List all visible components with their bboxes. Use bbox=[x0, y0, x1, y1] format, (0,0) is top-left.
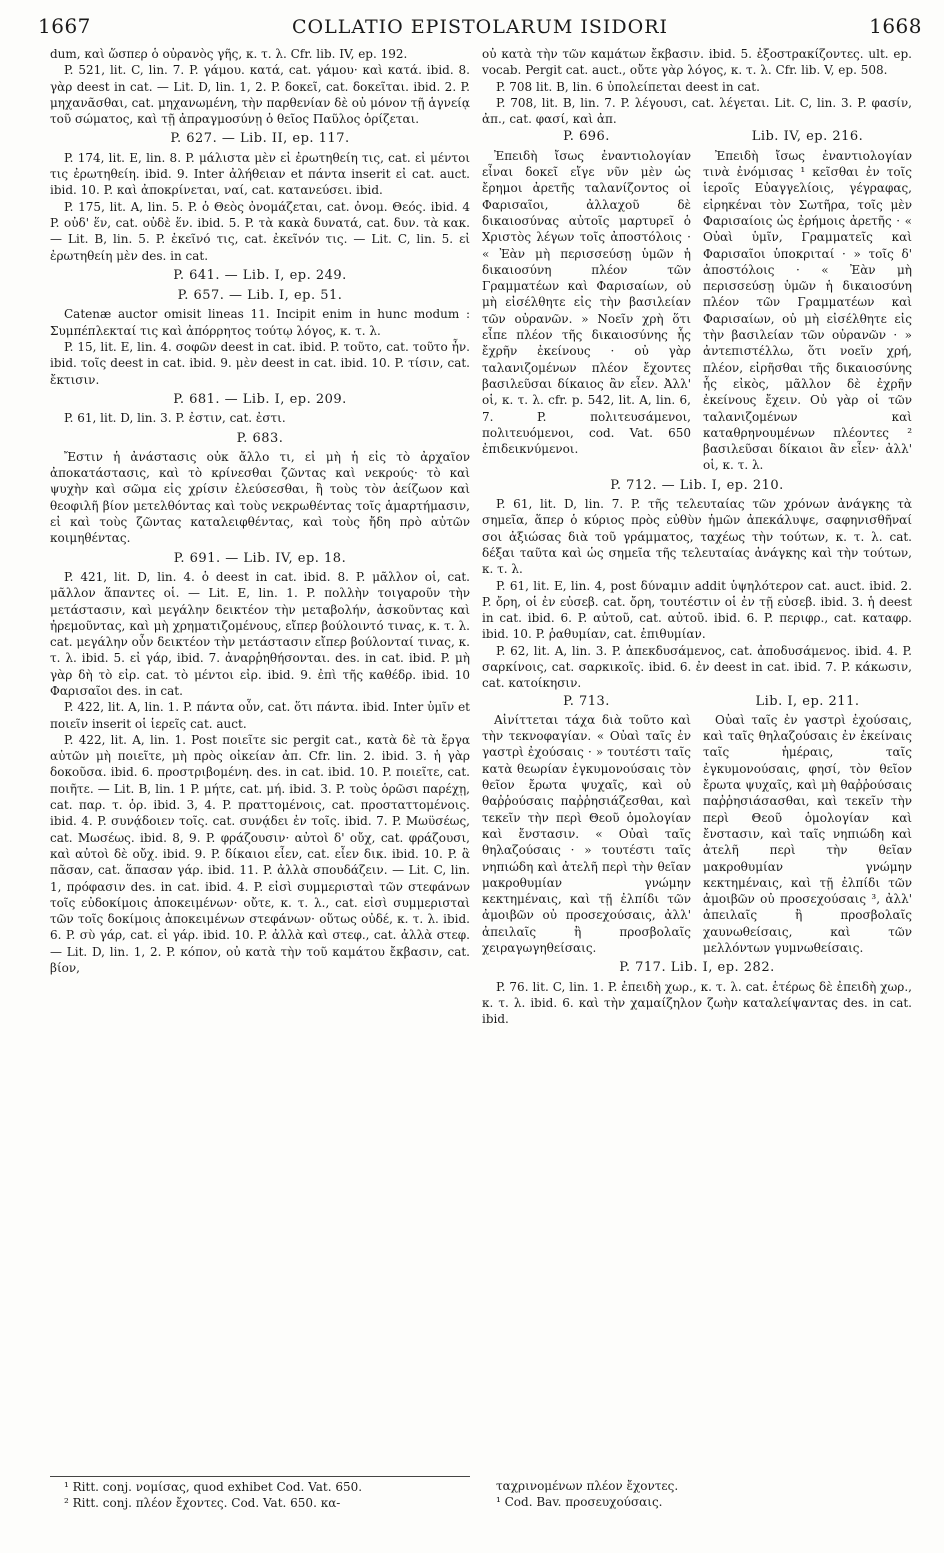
section-heading: Lib. I, ep. 211. bbox=[755, 693, 860, 709]
section-heading: P. 712. — Lib. I, ep. 210. bbox=[610, 477, 784, 493]
paragraph: P. 61, lit. D, lin. 3. P. ἐστιν, cat. ἐστι. bbox=[64, 411, 286, 426]
section-heading: P. 681. — Lib. I, ep. 209. bbox=[173, 391, 347, 407]
section-heading: P. 627. — Lib. II, ep. 117. bbox=[170, 131, 350, 147]
paragraph: P. 708, lit. B, lin. 7. P. λέγουσι, cat. λέγεται. Lit. C, lin. 3. P. φασίν, ἀπ., cat. φασί, καὶ ἀπ. bbox=[482, 95, 912, 127]
footnotes-right bbox=[482, 1476, 912, 1510]
paragraph: P. 62, lit. A, lin. 3. P. ἀπεκδυσάμενος, cat. ἀποδυσάμενος. ibid. 4. P. σαρκίνοις, cat. σαρκικοῖς. ibid. 6. ἐν deest in cat. ibid. 7. P. κάκωσιν, cat. κατοίκησιν. bbox=[482, 643, 912, 691]
page-number-left: 1667 bbox=[38, 14, 91, 38]
paragraph: P. 521, lit. C, lin. 7. P. γάμου. κατά, cat. γάμου· καὶ κατά. ibid. 8. γὰρ deest in cat. — Lit. D, lin. 1, 2. P. δοκεῖ, cat. δοκεῖται. ibid. 2. P. μηχανᾶσθαι, cat. μηχανωμένη, τὴν παρθενίαν δὲ οὐ μόνον τῇ ἁγνείᾳ τοῦ σώματος, καὶ τῇ ἀπραγμοσύνῃ ὁ θεῖος Παῦλος ὁρίζεται. bbox=[50, 63, 470, 127]
paragraph: P. 76. lit. C, lin. 1. P. ἐπειδὴ χωρ., κ. τ. λ. cat. ἑτέρως δὲ ἐπειδὴ χωρ., κ. τ. λ. ibid. 6. καὶ τὴν χαμαίζηλον ζωὴν καταλείψαντας des. in cat. ibid. bbox=[482, 979, 912, 1027]
parallel-columns-713 bbox=[482, 694, 912, 957]
paragraph: Αἰνίττεται τάχα διὰ τοῦτο καὶ τὴν τεκνοφαγίαν. « Οὐαὶ ταῖς ἐν γαστρὶ ἐχούσαις · » τουτέστι ταῖς κατὰ θεωρίαν ἐγκυμονούσαις τὸν θεῖον ἔρωτα ψυχαῖς, καὶ οὐ θαῤῥούσαις παῤῥησιάζεσθαι, καὶ τεκεῖν τὴν περὶ Θεοῦ ὁμολογίαν καὶ ἔνστασιν. « Οὐαὶ ταῖς θηλαζούσαις · » τουτέστι ταῖς νηπιώδη καὶ ἀτελῆ περὶ τὴν θεῖαν μακροθυμίαν γνώμην κεκτημέναις, καὶ τῇ ἐλπίδι τῶν ἀμοιβῶν οὐ προσεχούσαις, ἀλλ' ἀπειλαῖς ἢ προσβολαῖς χειραγωγηθείσαις. bbox=[482, 712, 691, 956]
subcolumn-right bbox=[703, 129, 912, 473]
page-number-right: 1668 bbox=[869, 14, 922, 38]
subcolumn-left bbox=[482, 129, 691, 473]
paragraph: P. 422, lit. A, lin. 1. Post ποιεῖτε sic pergit cat., κατὰ δὲ τὰ ἔργα αὐτῶν μὴ ποιεῖτε, μὴ πρὸς οἰκείαν ἀπ. Cfr. lin. 2. ibid. 3. ἡ γὰρ δοκοῦσα. ibid. 6. προστριβομένη. des. in cat. ibid. 10. P. ποιεῖτε, cat. ποιῆτε. — Lit. B, lin. 1 P. μήτε, cat. μή. ibid. 3. P. τοὺς ὁρῶσι παρέχῃ, cat. παρ. τ. ὁρ. ibid. 3, 4. P. πραττομένοις, cat. προσταττομένοις. ibid. 4. P. συνᾴδοιεν τοῖς. cat. συνᾴδει ἐν τοῖς. ibid. 7. P. Μωϋσέως, cat. Μωσέως. ibid. 8, 9. P. φράζουσιν· αὐτοὶ δ' οὔχ, cat. φράζουσι, καὶ αὐτοὶ δὲ οὔχ. ibid. 9. P. δίκαιοι εἶεν, cat. εἶεν δικ. ibid. 10. P. ἃ πᾶσαν, cat. ἅπασαν γάρ. ibid. 11. P. ἀλλὰ σπουδάζειν. — Lit. C, lin. 1, πρόφασιν des. in cat. ibid. 4. P. εἰσὶ συμμερισταὶ τῶν στεφάνων τοῖς εὐδοκίμοις ἀποκειμένων· οὔτε, κ. τ. λ., cat. εἰσὶ συμμερισταὶ τῶν τοῖς δοκίμοις ἀποκειμένων στεφάνων· οὕτως οὐδέ, κ. τ. λ. ibid. 6. P. σὺ γάρ, cat. εἰ γάρ. ibid. 10. P. ἀλλὰ καὶ στεφ., cat. ἀλλὰ στεφ. — Lit. D, lin. 1, 2. P. κόπον, οὐ κατὰ τὴν τοῦ καμάτου ἔκβασιν, cat. βίον, bbox=[50, 732, 470, 976]
paragraph: P. 174, lit. E, lin. 8. P. μάλιστα μὲν εἰ ἐρωτηθείη τις, cat. εἰ μέντοι τις ἐρωτηθείη. ibid. 9. Inter ἀλήθειαν et πάντα inserit εἰ cat. auct. ibid. 10. P. καὶ ἀποκρίνεται, ναί, cat. κατανεύσει. ibid. bbox=[50, 150, 470, 198]
paragraph: P. 15, lit. E, lin. 4. σοφῶν deest in cat. ibid. P. τοῦτο, cat. τοῦτο ἦν. ibid. τοῖς deest in cat. ibid. 9. μὲν deest in cat. ibid. 10. P. τίσιν, cat. ἔκτισιν. bbox=[50, 340, 470, 387]
paragraph: Catenæ auctor omisit lineas 11. Incipit enim in hunc modum : Συμπέπλεκταί τις καὶ ἀπόρρητος τούτῳ λόγος, κ. τ. λ. bbox=[50, 307, 470, 338]
section-heading: P. 717. Lib. I, ep. 282. bbox=[619, 960, 775, 976]
running-head bbox=[38, 14, 922, 42]
paragraph: P. 422, lit. A, lin. 1. P. πάντα οὖν, cat. ὅτι πάντα. ibid. Inter ὑμῖν et ποιεῖν inserit οἱ ἱερεῖς cat. auct. bbox=[50, 700, 470, 731]
right-column bbox=[482, 46, 912, 1028]
paragraph: P. 708 lit. B, lin. 6 ὑπολείπεται deest in cat. bbox=[496, 79, 760, 94]
footnote: ¹ Ritt. conj. νομίσας, quod exhibet Cod. Vat. 650. bbox=[64, 1480, 363, 1494]
paragraph: P. 61, lit. E, lin. 4, post δύναμιν addit ὑψηλότερον cat. auct. ibid. 2. P. ὄρη, οἱ ἐν εὐσεβ. cat. ὄρη, τουτέστιν οἱ ἐν τῇ εὐσεβ. ibid. 3. ἡ deest in cat. ibid. 6. P. αὐτοῦ, cat. αὐτοῦ. ibid. 6. P. περιφρ., cat. καταφρ. ibid. 10. P. ῥαθυμίαν, cat. ἐπιθυμίαν. bbox=[482, 578, 912, 642]
footnote: ² Ritt. conj. πλέον ἔχοντες. Cod. Vat. 650. κα- bbox=[64, 1496, 341, 1510]
paragraph: P. 61, lit. D, lin. 7. P. τῆς τελευταίας τῶν χρόνων ἀνάγκης τὰ σημεῖα, ἅπερ ὁ κύριος πρὸς εὐθὺν ἡμῶν ἀπεκάλυψε, σαφηνισθῆναί σοι ἀξιώσας διὰ τοῦ γράμματος, ταχέως τὴν τούτων, κ. τ. λ. cat. δέξαι ταῦτα καὶ ὡς σημεῖα τῆς τελευταίας ἀνάγκης καὶ τὴν τούτων, κ. τ. λ. bbox=[482, 497, 912, 577]
section-heading: Lib. IV, ep. 216. bbox=[751, 129, 864, 145]
paragraph: dum, καὶ ὥσπερ ὁ οὐρανὸς γῆς, κ. τ. λ. Cfr. lib. IV, ep. 192. bbox=[50, 47, 408, 61]
section-heading: P. 696. bbox=[563, 129, 610, 145]
footnotes-left bbox=[50, 1476, 470, 1511]
paragraph: Ἐπειδὴ ἴσως ἐναντιολογίαν εἶναι δοκεῖ εἴγε νῦν μὲν ὡς ἔρημοι ἀρετῆς ταλανίζοντος οἱ Φαρισαῖοι, ἀλλαχοῦ δὲ δικαιοσύνας αὐτοῖς μαρτυρεῖ ὁ Χριστὸς λέγων τοῖς ἀποστόλοις · « Ἐὰν μὴ περισσεύσῃ ὑμῶν ἡ δικαιοσύνη πλέον τῶν Γραμματέων καὶ Φαρισαίων, οὐ μὴ εἰσέλθητε εἰς τὴν βασιλείαν τῶν οὐρανῶν. » Νοεῖν χρὴ ὅτι εἶπε πλέον τῆς δικαιοσύνης ἧς ἔχρῆν ἐκείνους · οὐ γὰρ ταλανιζομένων πλέον ἔχοντες βασιλεῦσαι δίκαιος ἂν εἶεν. Ἀλλ' οἱ, κ. τ. λ. cfr. p. 542, lit. A, lin. 6, 7. P. πολιτευσάμενοι, πολιτευόμενοι, cod. Vat. 650 ἐπιδεικνύμενοι. bbox=[482, 148, 691, 457]
paragraph: P. 175, lit. A, lin. 5. P. ὁ Θεὸς ὀνομάζεται, cat. ὀνομ. Θεός. ibid. 4 P. οὐδ' ἕν, cat. οὐδὲ ἕν. ibid. 5. P. τὰ κακὰ δυνατά, cat. δυν. τὰ κακ. — Lit. B, lin. 5. P. ἐκεῖνό τις, cat. ἐκεῖνόν τις. — Lit. C, lin. 5. εἰ ἐρωτηθείη μὲν des. in cat. bbox=[50, 199, 470, 263]
footnote: ¹ Cod. Bav. προσευχούσαις. bbox=[496, 1495, 663, 1509]
section-heading: P. 641. — Lib. I, ep. 249. bbox=[173, 267, 347, 283]
paragraph: Ἔστιν ἡ ἀνάστασις οὐκ ἄλλο τι, εἰ μὴ ἡ εἰς τὸ ἀρχαῖον ἀποκατάστασις, καὶ τὸ κρίνεσθαι ζῶντας καὶ νεκρούς· τὸ καὶ ψυχὴν καὶ σῶμα εἰς χρίσιν ἐλεύσεσθαι, ἢ τοὺς τὸν ἀείζωον καὶ θεοφιλῆ βίον μετελθόντας καὶ τοὺς νεκρωθέντας τοῖς ἁμαρτήμασιν, εἰ καὶ τοὺς ζῶντας καταλειφθέντας, καὶ τοὺς ἤδη πρὸ αὐτῶν κοιμηθέντας. bbox=[50, 449, 470, 546]
subcolumn-left bbox=[482, 694, 691, 957]
section-heading: P. 691. — Lib. IV, ep. 18. bbox=[173, 550, 347, 566]
parallel-columns-696 bbox=[482, 129, 912, 473]
section-heading: P. 657. — Lib. I, ep. 51. bbox=[177, 288, 343, 304]
paragraph: Οὐαὶ ταῖς ἐν γαστρὶ ἐχούσαις, καὶ ταῖς θηλαζούσαις ἐν ἐκείναις ταῖς ἡμέραις, ταῖς ἐγκυμονούσαις, φησί, τὸν θεῖον ἔρωτα ψυχαῖς, καὶ μὴ θαῤῥούσαις παῤῥησιάσασθαι, καὶ τεκεῖν τὴν περὶ Θεοῦ ὁμολογίαν καὶ ἔνστασιν, καὶ ταῖς νηπιώδη καὶ ἀτελῆ περὶ τὴν θεῖαν μακροθυμίαν γνώμην κεκτημέναις, καὶ τῇ ἐλπίδι τῶν ἀμοιβῶν οὐ προσεχούσαις ³, ἀλλ' ἀπειλαῖς ἢ προσβολαῖς χαυνωθείσαις, καὶ τῶν μελλόντων γυμνωθείσαις. bbox=[703, 712, 912, 956]
subcolumn-right bbox=[703, 694, 912, 957]
paragraph: οὐ κατὰ τὴν τῶν καμάτων ἔκβασιν. ibid. 5. ἐξοστρακίζοντες. ult. ep. vocab. Pergit cat. auct., οὔτε γὰρ λόγος, κ. τ. λ. Cfr. lib. V, ep. 508. bbox=[482, 47, 912, 78]
section-heading: P. 713. bbox=[563, 693, 610, 709]
paragraph: P. 421, lit. D, lin. 4. ὁ deest in cat. ibid. 8. P. μᾶλλον οἱ, cat. μᾶλλον ἅπαντες οἱ. — Lit. E, lin. 1. P. πολλὴν τοιγαροῦν τὴν μετάστασιν, καὶ μεγάλην δεικτέον τὴν μεταβολήν, ἀσκοῦντας καὶ ἠρεμοῦντας, καὶ μὴ χρηματιζομένους, εἴπερ βούλοιντό τινας, κ. τ. λ. cat. μεγάλην οὖν δεικτέον τὴν μετάστασιν εἴπερ βούλονταί τινας, κ. τ. λ. ibid. 5. εἰ γάρ, ibid. 7. ἀναρῥηθήσονται. des. in cat. ibid. P. μὴ γὰρ δὴ τὸ εἰρ. cat. τὸ μέντοι εἰρ. ibid. 9. ἐπὶ τῆς καθέδρ. ibid. 10 Φαρισαῖοι des. in cat. bbox=[50, 569, 470, 698]
page-title: COLLATIO EPISTOLARUM ISIDORI bbox=[291, 16, 669, 38]
paragraph: Ἐπειδὴ ἴσως ἐναντιολογίαν τινὰ ἐνόμισας ¹ κεῖσθαι ἐν τοῖς ἱεροῖς Εὐαγγελίοις, γέγραφας, εἰρηκέναι τὸν Σωτῆρα, τοῖς μὲν Φαρισαίοις ὡς ἐρήμοις ἀρετῆς · « Οὐαὶ ὑμῖν, Γραμματεῖς καὶ Φαρισαῖοι ὑποκριταί · » τοῖς δ' ἀποστόλοις · « Ἐὰν μὴ περισσεύσῃ ὑμῶν ἡ δικαιοσύνη πλέον τῶν Γραμματέων καὶ Φαρισαίων, οὐ μὴ εἰσέλθητε εἰς τὴν βασιλείαν τῶν οὐρανῶν · » ἀντεπιστέλλω, ὅτι νοεῖν χρή, πλέον, εἰρῆσθαι τῆς δικαιοσύνης ἧς εἰκὸς, μᾶλλον δὲ ἐχρῆν ἐκείνους ἔχειν. Οὐ γὰρ οἱ τῶν ταλανιζομένων καὶ καταθρηνουμένων πλέοντες ² βασιλεῦσαι δίκαιοι ἂν εἶεν· ἀλλ' οἱ, κ. τ. λ. bbox=[703, 148, 912, 473]
section-heading: P. 683. bbox=[236, 430, 284, 446]
left-column bbox=[50, 46, 470, 976]
footnote: ταχρινομένων πλέον ἔχοντες. bbox=[496, 1479, 679, 1493]
